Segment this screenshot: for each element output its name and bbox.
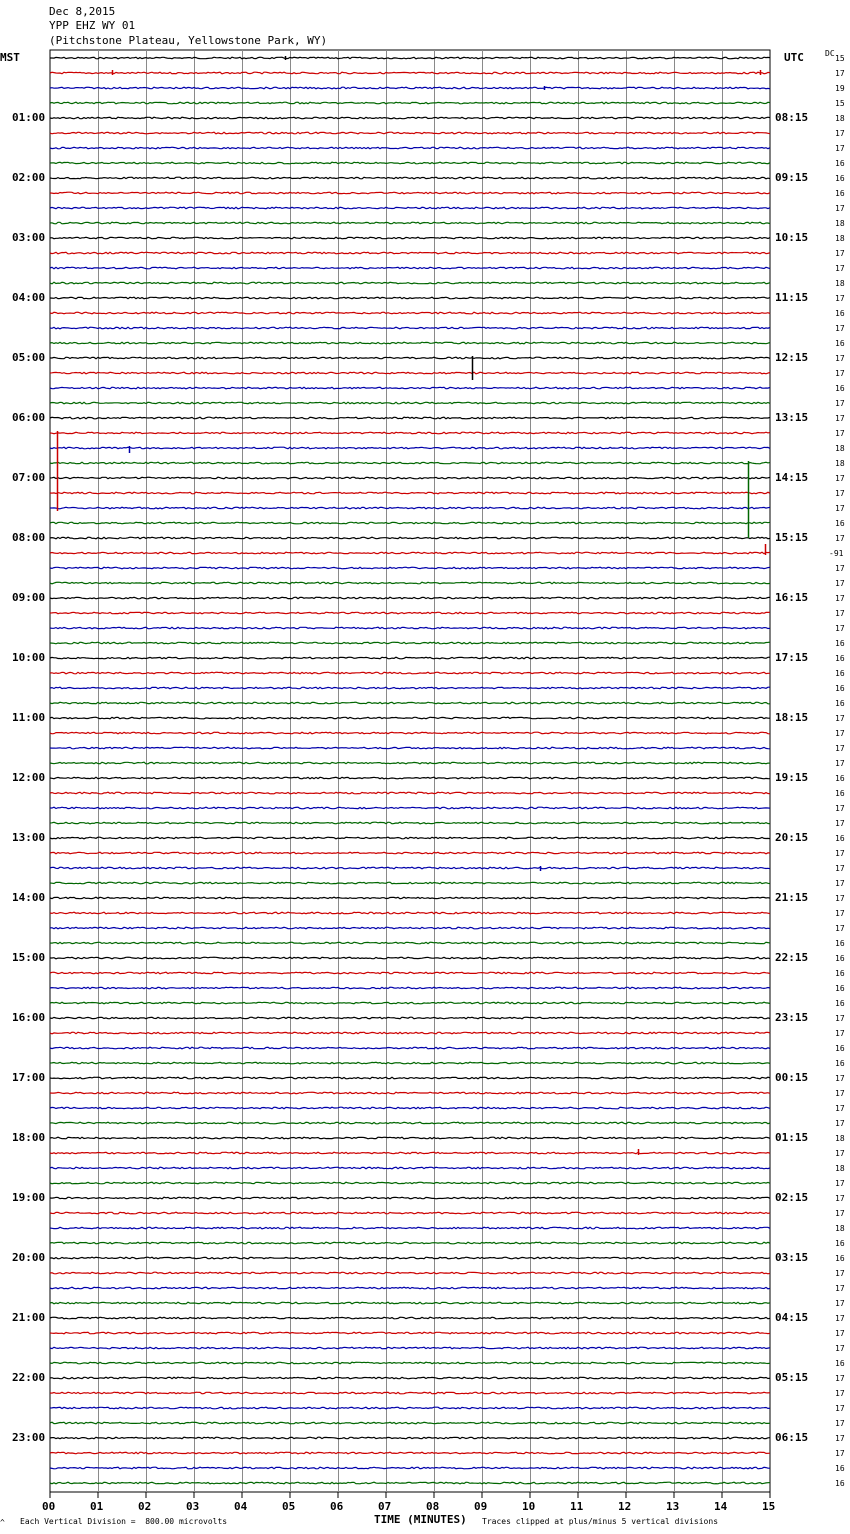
dc-offset-value: 16 — [835, 939, 845, 948]
seismic-trace — [50, 1017, 770, 1019]
dc-offset-value: 16 — [835, 969, 845, 978]
dc-offset-value: 17 — [835, 249, 845, 258]
seismic-trace — [50, 987, 770, 989]
dc-offset-value: 17 — [835, 909, 845, 918]
seismic-trace — [50, 1122, 770, 1124]
mst-hour-label: 12:00 — [12, 771, 46, 784]
mst-hour-label: 14:00 — [12, 891, 46, 904]
dc-offset-value: 16 — [835, 789, 845, 798]
utc-hour-label: 22:15 — [775, 951, 809, 964]
dc-offset-value: 17 — [835, 609, 845, 618]
utc-hour-label: 21:15 — [775, 891, 809, 904]
station-code: YPP EHZ WY 01 — [49, 19, 136, 32]
dc-offset-header: DC — [825, 49, 835, 58]
x-tick-label: 15 — [762, 1500, 776, 1513]
x-tick-label: 11 — [570, 1500, 584, 1513]
dc-offset-value: 17 — [835, 1209, 845, 1218]
dc-offset-value: 17 — [835, 399, 845, 408]
seismic-trace — [50, 207, 770, 209]
dc-offset-value: 17 — [835, 1149, 845, 1158]
dc-offset-value: 18 — [835, 1224, 845, 1233]
dc-offset-value: 16 — [835, 654, 845, 663]
dc-offset-value: 17 — [835, 1179, 845, 1188]
seismic-trace — [50, 777, 770, 779]
seismic-trace — [50, 237, 770, 239]
dc-offset-value: 18 — [835, 1164, 845, 1173]
seismic-trace — [50, 87, 770, 89]
seismic-trace — [50, 417, 770, 419]
seismic-trace — [50, 957, 770, 959]
dc-offset-value: 16 — [835, 174, 845, 183]
utc-hour-label: 12:15 — [775, 351, 809, 364]
utc-hour-label: 06:15 — [775, 1431, 809, 1444]
dc-offset-value: 17 — [835, 1374, 845, 1383]
mst-hour-label: 22:00 — [12, 1371, 46, 1384]
dc-offset-value: 17 — [835, 474, 845, 483]
seismic-trace — [50, 57, 770, 59]
dc-offset-value: 17 — [835, 564, 845, 573]
dc-offset-value: 17 — [835, 144, 845, 153]
mst-hour-label: 02:00 — [12, 171, 46, 184]
dc-offset-value: 16 — [835, 1479, 845, 1488]
x-tick-label: 12 — [618, 1500, 632, 1513]
clip-note: Traces clipped at plus/minus 5 vertical divisions — [482, 1517, 719, 1526]
seismic-trace — [50, 162, 770, 164]
dc-offset-value: 17 — [835, 1404, 845, 1413]
seismic-trace — [50, 942, 770, 944]
mst-hour-label: 18:00 — [12, 1131, 46, 1144]
utc-hour-label: 09:15 — [775, 171, 809, 184]
seismic-trace — [50, 1197, 770, 1199]
seismic-trace — [50, 1467, 770, 1469]
mst-hour-label: 15:00 — [12, 951, 46, 964]
seismic-trace — [50, 1077, 770, 1079]
seismic-trace — [50, 297, 770, 299]
dc-offset-value: 17 — [835, 894, 845, 903]
dc-offset-value: 18 — [835, 279, 845, 288]
seismic-trace — [50, 72, 770, 74]
mst-hour-label: 23:00 — [12, 1431, 46, 1444]
dc-offset-value: 17 — [835, 1029, 845, 1038]
dc-offset-value: 17 — [835, 729, 845, 738]
utc-hour-label: 01:15 — [775, 1131, 809, 1144]
utc-hour-label: 04:15 — [775, 1311, 809, 1324]
vertical-scale-note: Each Vertical Division = 800.00 microvolts — [20, 1517, 228, 1526]
dc-offset-value: 18 — [835, 1134, 845, 1143]
dc-offset-value: 16 — [835, 1359, 845, 1368]
mst-hour-label: 11:00 — [12, 711, 46, 724]
x-tick-label: 09 — [474, 1500, 488, 1513]
seismic-trace — [50, 792, 770, 794]
x-axis-title: TIME (MINUTES) — [374, 1513, 467, 1526]
utc-hour-label: 03:15 — [775, 1251, 809, 1264]
mst-hour-label: 01:00 — [12, 111, 46, 124]
dc-offset-value: 17 — [835, 864, 845, 873]
seismic-trace — [50, 762, 770, 764]
plot-date: Dec 8,2015 — [49, 5, 116, 18]
seismic-trace — [50, 282, 770, 284]
seismic-trace — [50, 837, 770, 839]
mst-hour-label: 08:00 — [12, 531, 46, 544]
mst-hour-label: 13:00 — [12, 831, 46, 844]
seismic-trace — [50, 642, 770, 644]
dc-offset-value: 17 — [835, 204, 845, 213]
dc-offset-value: 15 — [835, 99, 845, 108]
dc-offset-value: 17 — [835, 579, 845, 588]
dc-offset-value: 17 — [835, 294, 845, 303]
mst-hour-label: 20:00 — [12, 1251, 46, 1264]
dc-offset-value: 17 — [835, 504, 845, 513]
corner-mark: ^ — [0, 1518, 5, 1527]
seismic-trace — [50, 492, 770, 494]
seismic-trace — [50, 102, 770, 104]
dc-offset-value: 16 — [835, 339, 845, 348]
dc-offset-value: 17 — [835, 804, 845, 813]
dc-offset-value: 17 — [835, 1089, 845, 1098]
seismic-trace — [50, 1167, 770, 1169]
dc-offset-value: 17 — [835, 1419, 845, 1428]
dc-offset-value: 17 — [835, 1014, 845, 1023]
dc-offset-value: 16 — [835, 189, 845, 198]
dc-offset-value: 17 — [835, 324, 845, 333]
dc-offset-value: 17 — [835, 1314, 845, 1323]
dc-offset-value: 16 — [835, 984, 845, 993]
seismic-trace — [50, 882, 770, 884]
utc-hour-label: 02:15 — [775, 1191, 809, 1204]
dc-offset-value: 17 — [835, 819, 845, 828]
dc-offset-value: 17 — [835, 624, 845, 633]
dc-offset-value: 17 — [835, 744, 845, 753]
seismic-trace — [50, 567, 770, 569]
seismic-trace — [50, 912, 770, 914]
seismic-trace — [50, 1227, 770, 1229]
utc-hour-label: 20:15 — [775, 831, 809, 844]
x-tick-label: 06 — [330, 1500, 344, 1513]
dc-offset-value: 17 — [835, 1329, 845, 1338]
x-tick-label: 07 — [378, 1500, 392, 1513]
dc-offset-value: 19 — [835, 84, 845, 93]
mst-hour-label: 07:00 — [12, 471, 46, 484]
dc-offset-value: 16 — [835, 699, 845, 708]
dc-offset-value: 16 — [835, 309, 845, 318]
dc-offset-value: 16 — [835, 1464, 845, 1473]
seismic-trace — [50, 582, 770, 584]
seismic-trace — [50, 1317, 770, 1319]
utc-hour-label: 10:15 — [775, 231, 809, 244]
seismic-trace — [50, 1182, 770, 1184]
utc-hour-label: 18:15 — [775, 711, 809, 724]
dc-offset-value: 17 — [835, 1449, 845, 1458]
station-location: (Pitchstone Plateau, Yellowstone Park, WY) — [49, 34, 328, 47]
dc-offset-value: 16 — [835, 384, 845, 393]
dc-offset-value: 15 — [835, 54, 845, 63]
seismic-trace — [50, 732, 770, 734]
seismic-trace — [50, 252, 770, 254]
dc-offset-value: 16 — [835, 954, 845, 963]
seismic-trace — [50, 1452, 770, 1454]
seismic-trace — [50, 612, 770, 614]
seismic-trace — [50, 222, 770, 224]
seismic-trace — [50, 192, 770, 194]
seismic-trace — [50, 867, 770, 869]
utc-hour-label: 11:15 — [775, 291, 809, 304]
seismic-trace — [50, 537, 770, 539]
seismic-trace — [50, 522, 770, 524]
dc-offset-value: 17 — [835, 534, 845, 543]
seismic-trace — [50, 1407, 770, 1409]
seismic-trace — [50, 447, 770, 449]
mst-hour-label: 05:00 — [12, 351, 46, 364]
x-tick-label: 01 — [90, 1500, 104, 1513]
dc-offset-value: 17 — [835, 69, 845, 78]
x-tick-label: 10 — [522, 1500, 536, 1513]
x-tick-label: 02 — [138, 1500, 152, 1513]
dc-offset-value: -91 — [829, 549, 844, 558]
seismic-trace — [50, 1302, 770, 1304]
seismic-trace — [50, 357, 770, 359]
seismic-trace — [50, 312, 770, 314]
seismic-trace — [50, 927, 770, 929]
seismic-trace — [50, 1242, 770, 1244]
dc-offset-value: 17 — [835, 129, 845, 138]
dc-offset-value: 17 — [835, 489, 845, 498]
seismic-trace — [50, 267, 770, 269]
seismic-trace — [50, 132, 770, 134]
dc-offset-value: 17 — [835, 429, 845, 438]
dc-offset-value: 17 — [835, 354, 845, 363]
utc-hour-label: 15:15 — [775, 531, 809, 544]
seismic-trace — [50, 387, 770, 389]
seismic-trace — [50, 552, 770, 554]
dc-offset-value: 17 — [835, 1074, 845, 1083]
x-tick-label: 08 — [426, 1500, 440, 1513]
x-tick-label: 04 — [234, 1500, 248, 1513]
seismic-trace — [50, 897, 770, 899]
mst-hour-label: 06:00 — [12, 411, 46, 424]
dc-offset-value: 16 — [835, 684, 845, 693]
utc-hour-label: 19:15 — [775, 771, 809, 784]
dc-offset-value: 17 — [835, 924, 845, 933]
x-tick-label: 13 — [666, 1500, 680, 1513]
dc-offset-value: 18 — [835, 114, 845, 123]
dc-offset-value: 16 — [835, 669, 845, 678]
seismic-trace — [50, 462, 770, 464]
seismic-trace — [50, 1137, 770, 1139]
seismic-trace — [50, 372, 770, 374]
dc-offset-value: 17 — [835, 759, 845, 768]
seismic-trace — [50, 117, 770, 119]
dc-offset-value: 17 — [835, 1269, 845, 1278]
seismic-trace — [50, 147, 770, 149]
seismic-trace — [50, 627, 770, 629]
dc-offset-value: 17 — [835, 594, 845, 603]
seismic-trace — [50, 177, 770, 179]
mst-hour-label: 09:00 — [12, 591, 46, 604]
seismic-trace — [50, 717, 770, 719]
seismic-trace — [50, 807, 770, 809]
dc-offset-value: 17 — [835, 1299, 845, 1308]
dc-offset-value: 16 — [835, 834, 845, 843]
seismic-trace — [50, 1422, 770, 1424]
dc-offset-value: 17 — [835, 1389, 845, 1398]
seismic-trace — [50, 1437, 770, 1439]
dc-offset-value: 16 — [835, 639, 845, 648]
mst-hour-label: 04:00 — [12, 291, 46, 304]
seismic-trace — [50, 1152, 770, 1154]
dc-offset-value: 17 — [835, 879, 845, 888]
x-tick-label: 05 — [282, 1500, 296, 1513]
mst-hour-label: 16:00 — [12, 1011, 46, 1024]
utc-hour-label: 17:15 — [775, 651, 809, 664]
dc-offset-value: 17 — [835, 1119, 845, 1128]
x-tick-label: 03 — [186, 1500, 200, 1513]
seismic-trace — [50, 1212, 770, 1214]
seismic-trace — [50, 657, 770, 659]
dc-offset-value: 16 — [835, 159, 845, 168]
seismic-trace — [50, 432, 770, 434]
utc-hour-label: 00:15 — [775, 1071, 809, 1084]
utc-hour-label: 14:15 — [775, 471, 809, 484]
seismic-trace — [50, 597, 770, 599]
seismic-trace — [50, 1287, 770, 1289]
x-tick-label: 00 — [42, 1500, 56, 1513]
dc-offset-value: 17 — [835, 1194, 845, 1203]
dc-offset-value: 16 — [835, 774, 845, 783]
utc-zone-label: UTC — [784, 51, 804, 64]
seismic-trace — [50, 342, 770, 344]
seismic-trace — [50, 402, 770, 404]
mst-zone-label: MST — [0, 51, 20, 64]
utc-hour-label: 23:15 — [775, 1011, 809, 1024]
dc-offset-value: 16 — [835, 1254, 845, 1263]
seismic-trace — [50, 1332, 770, 1334]
seismic-trace — [50, 1347, 770, 1349]
seismic-trace — [50, 1362, 770, 1364]
seismic-trace — [50, 1392, 770, 1394]
seismic-trace — [50, 702, 770, 704]
dc-offset-value: 17 — [835, 1344, 845, 1353]
seismic-trace — [50, 672, 770, 674]
mst-hour-label: 17:00 — [12, 1071, 46, 1084]
dc-offset-value: 17 — [835, 1434, 845, 1443]
seismic-trace — [50, 852, 770, 854]
seismic-trace — [50, 1092, 770, 1094]
dc-offset-value: 17 — [835, 849, 845, 858]
dc-offset-value: 17 — [835, 1104, 845, 1113]
dc-offset-value: 17 — [835, 414, 845, 423]
x-tick-label: 14 — [714, 1500, 728, 1513]
dc-offset-value: 18 — [835, 219, 845, 228]
dc-offset-value: 18 — [835, 234, 845, 243]
dc-offset-value: 18 — [835, 444, 845, 453]
dc-offset-value: 16 — [835, 1239, 845, 1248]
seismic-trace — [50, 1107, 770, 1109]
utc-hour-label: 16:15 — [775, 591, 809, 604]
seismic-trace — [50, 1047, 770, 1049]
plot-frame — [50, 50, 770, 1492]
seismic-trace — [50, 477, 770, 479]
utc-hour-label: 05:15 — [775, 1371, 809, 1384]
seismic-trace — [50, 972, 770, 974]
seismic-trace — [50, 1062, 770, 1064]
seismic-trace — [50, 507, 770, 509]
mst-hour-label: 10:00 — [12, 651, 46, 664]
dc-offset-value: 16 — [835, 1059, 845, 1068]
seismic-trace — [50, 747, 770, 749]
dc-offset-value: 16 — [835, 1044, 845, 1053]
utc-hour-label: 08:15 — [775, 111, 809, 124]
mst-hour-label: 21:00 — [12, 1311, 46, 1324]
dc-offset-value: 16 — [835, 519, 845, 528]
dc-offset-value: 17 — [835, 714, 845, 723]
seismic-trace — [50, 1482, 770, 1484]
dc-offset-value: 16 — [835, 999, 845, 1008]
seismic-trace — [50, 1002, 770, 1004]
mst-hour-label: 19:00 — [12, 1191, 46, 1204]
dc-offset-value: 17 — [835, 264, 845, 273]
seismic-trace — [50, 1272, 770, 1274]
seismic-trace — [50, 687, 770, 689]
dc-offset-value: 18 — [835, 459, 845, 468]
dc-offset-value: 17 — [835, 1284, 845, 1293]
mst-hour-label: 03:00 — [12, 231, 46, 244]
seismic-trace — [50, 1377, 770, 1379]
seismic-trace — [50, 1257, 770, 1259]
seismic-trace — [50, 1032, 770, 1034]
utc-hour-label: 13:15 — [775, 411, 809, 424]
seismic-trace — [50, 327, 770, 329]
seismic-trace — [50, 822, 770, 824]
dc-offset-value: 17 — [835, 369, 845, 378]
